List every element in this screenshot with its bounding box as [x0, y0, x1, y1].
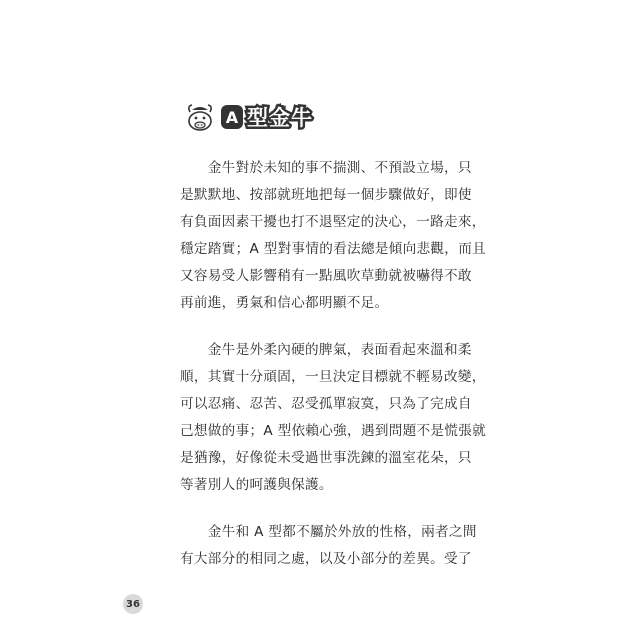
- paragraph: [180, 519, 477, 573]
- text-line: 金牛對於未知的事不揣測、不預設立場，只: [180, 160, 472, 176]
- text-line: 有負面因素干擾也打不退堅定的決心，一路走來，: [180, 214, 486, 230]
- text-line: 金牛是外柔內硬的脾氣，表面看起來溫和柔: [180, 342, 472, 358]
- body-text: [180, 155, 486, 593]
- blood-type-badge: A: [221, 105, 243, 129]
- paragraph: [180, 337, 486, 499]
- text-line: 又容易受人影響稍有一點風吹草動就被嚇得不敢: [180, 268, 472, 284]
- text-line: 再前進，勇氣和信心都明顯不足。: [180, 295, 389, 311]
- page-number: 36: [123, 594, 143, 614]
- text-line: 等著別人的呵護與保護。: [180, 477, 333, 493]
- text-line: 有大部分的相同之處，以及小部分的差異。受了: [180, 551, 472, 567]
- section-title: 型金牛: [247, 106, 313, 130]
- text-line: 順，其實十分頑固，一旦決定目標就不輕易改變，: [180, 369, 486, 385]
- text-line: 金牛和 A 型都不屬於外放的性格，兩者之間: [180, 524, 477, 540]
- text-line: 是猶豫，好像從未受過世事洗鍊的溫室花朵，只: [180, 450, 472, 466]
- text-line: 穩定踏實；A 型對事情的看法總是傾向悲觀，而且: [180, 241, 486, 257]
- paragraph: [180, 155, 486, 317]
- text-line: 是默默地、按部就班地把每一個步驟做好，即使: [180, 187, 472, 203]
- text-line: 可以忍痛、忍苦、忍受孤單寂寞，只為了完成自: [180, 396, 472, 412]
- taurus-cow-icon: [183, 100, 217, 134]
- section-heading: [183, 100, 313, 134]
- text-line: 己想做的事；A 型依賴心強，遇到問題不是慌張就: [180, 423, 486, 439]
